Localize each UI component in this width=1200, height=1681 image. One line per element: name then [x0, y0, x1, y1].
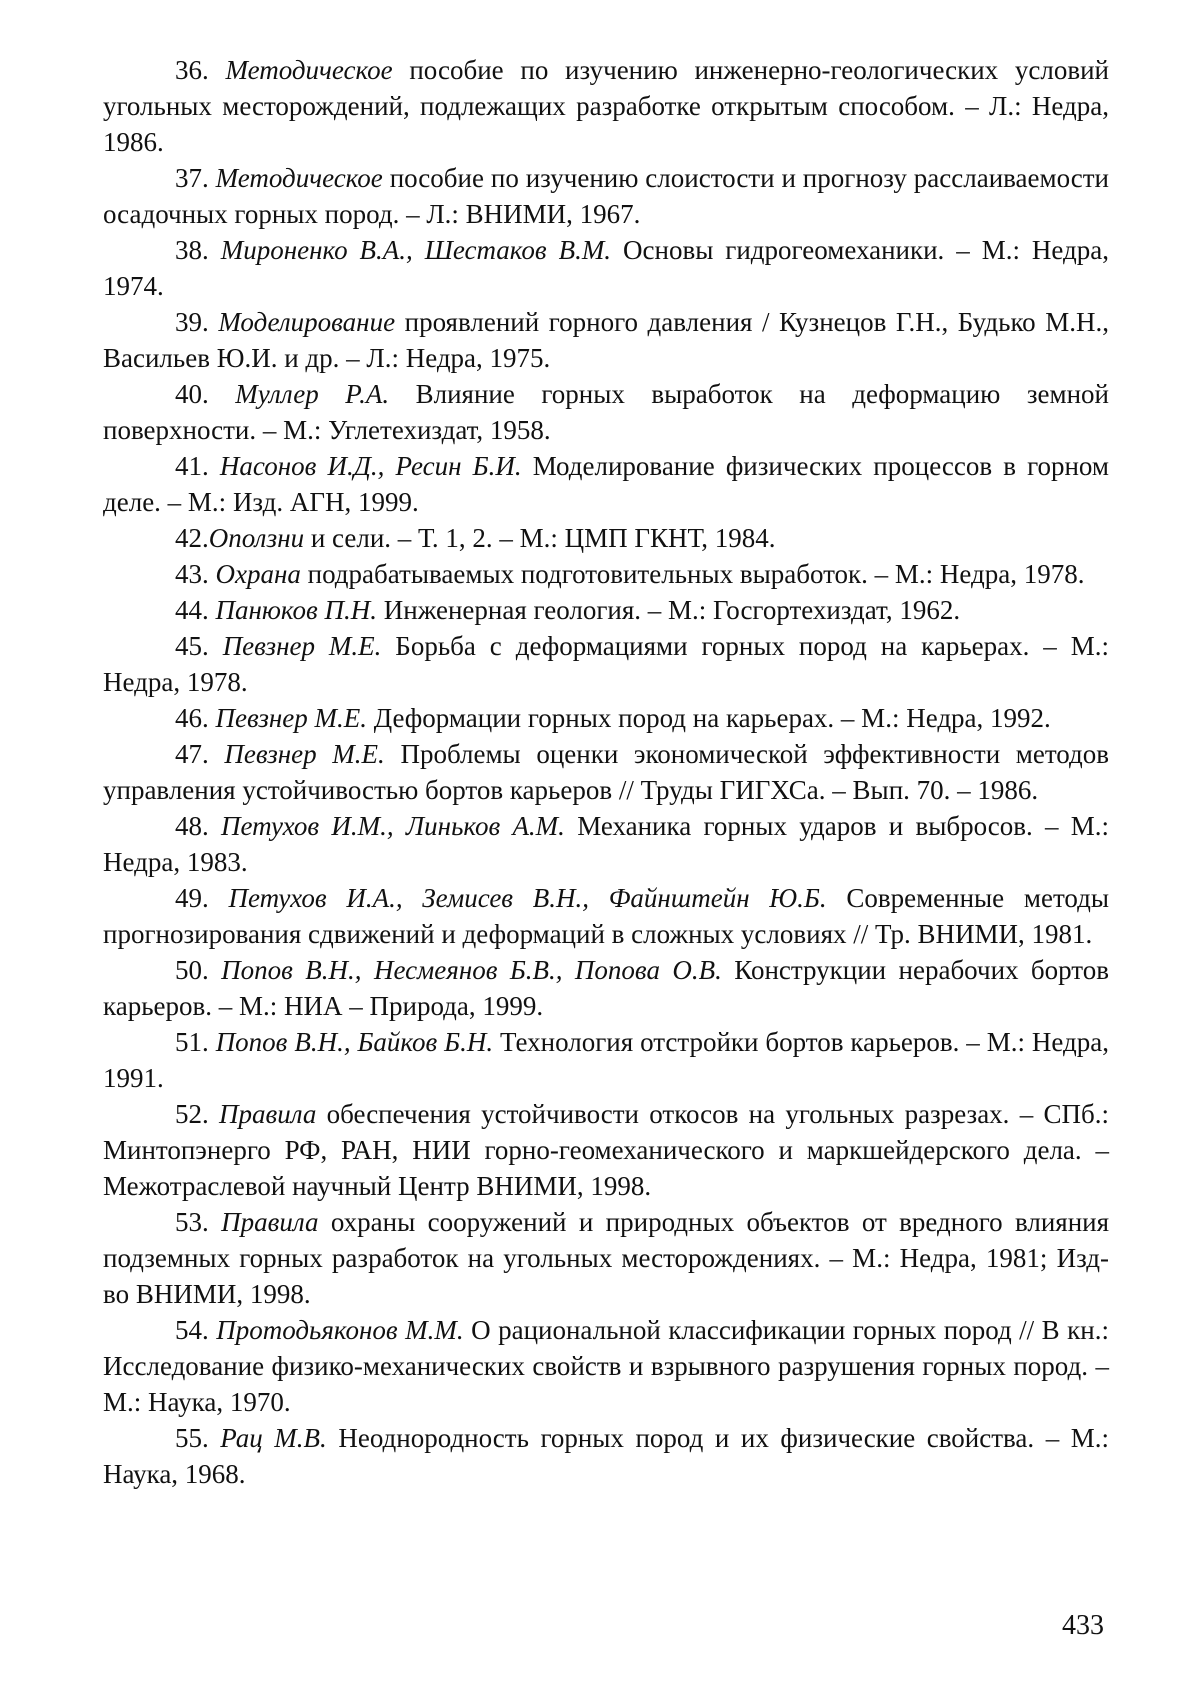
reference-number: 55.	[175, 1423, 221, 1453]
reference-text: Моделирование физических процессов в горном деле. – М.: Изд. АГН, 1999.	[103, 451, 1110, 517]
reference-author: Правила	[221, 1207, 319, 1237]
reference-number: 54.	[175, 1315, 217, 1345]
reference-item-47	[103, 736, 1109, 808]
reference-author: Петухов И.М., Линьков А.М.	[221, 811, 565, 841]
reference-text: Проблемы оценки экономической эффективности методов управления устойчивостью бортов карьеров // Труды ГИГХСа. – Вып. 70. – 1986.	[103, 739, 1110, 805]
reference-item-49	[103, 880, 1109, 952]
reference-item-36	[103, 52, 1109, 160]
reference-text: подрабатываемых подготовительных выработок. – М.: Недра, 1978.	[300, 559, 1085, 589]
reference-item-39	[103, 304, 1109, 376]
reference-author: Рац М.В.	[220, 1423, 327, 1453]
reference-author: Попов В.Н., Несмеянов Б.В., Попова О.В.	[221, 955, 722, 985]
reference-text: Технология отстройки бортов карьеров. – М.: Недра, 1991.	[103, 1027, 1110, 1093]
reference-item-38	[103, 232, 1109, 304]
reference-number: 36.	[175, 55, 226, 85]
reference-author: Певзнер М.Е.	[222, 631, 382, 661]
reference-number: 48.	[175, 811, 222, 841]
reference-text: охраны сооружений и природных объектов от вредного влияния подземных горных разработок на угольных месторождениях. – М.: Недра, 1981; Изд-во ВНИМИ, 1998.	[103, 1207, 1110, 1309]
reference-item-54	[103, 1312, 1109, 1420]
reference-author: Методическое	[225, 55, 393, 85]
reference-number: 37.	[175, 163, 216, 193]
reference-author: Оползни	[208, 523, 305, 553]
reference-number: 39.	[175, 307, 219, 337]
reference-text: Неоднородность горных пород и их физические свойства. – М.: Наука, 1968.	[103, 1423, 1110, 1489]
reference-text: Влияние горных выработок на деформацию земной поверхности. – М.: Углетехиздат, 1958.	[103, 379, 1109, 445]
reference-author: Муллер Р.А.	[235, 379, 390, 409]
reference-item-41	[103, 448, 1109, 520]
reference-text: О рациональной классификации горных пород // В кн.: Исследование физико-механических свойств и взрывного разрушения горных пород. – М.: Наука, 1970.	[103, 1315, 1110, 1417]
reference-number: 43.	[175, 559, 216, 589]
reference-number: 50.	[175, 955, 222, 985]
reference-text: Инженерная геология. – М.: Госгортехиздат, 1962.	[377, 595, 961, 625]
reference-number: 45.	[175, 631, 223, 661]
reference-author: Певзнер М.Е.	[224, 739, 385, 769]
reference-item-50	[103, 952, 1109, 1024]
reference-number: 38.	[175, 235, 221, 265]
reference-author: Методическое	[215, 163, 383, 193]
reference-text: Деформации горных пород на карьерах. – М.: Недра, 1992.	[367, 703, 1051, 733]
reference-text: и сели. – Т. 1, 2. – М.: ЦМП ГКНТ, 1984.	[304, 523, 776, 553]
reference-number: 44.	[175, 595, 216, 625]
reference-number: 41.	[175, 451, 220, 481]
reference-text: обеспечения устойчивости откосов на угольных разрезах. – СПб.: Минтопэнерго РФ, РАН, НИИ горно-геомеханического и маркшейдерского дела. – Межотраслевой научный Центр ВНИМИ, 1998.	[103, 1099, 1109, 1201]
reference-item-42	[103, 520, 1109, 556]
reference-item-51	[103, 1024, 1109, 1096]
reference-author: Правила	[219, 1099, 317, 1129]
reference-item-43	[103, 556, 1109, 592]
reference-item-40	[103, 376, 1109, 448]
reference-text: проявлений горного давления / Кузнецов Г.Н., Будько М.Н., Васильев Ю.И. и др. – Л.: Недра, 1975.	[103, 307, 1110, 373]
reference-number: 40.	[175, 379, 236, 409]
reference-number: 46.	[175, 703, 216, 733]
reference-item-44	[103, 592, 1109, 628]
reference-author: Охрана	[215, 559, 301, 589]
reference-author: Петухов И.А., Земисев В.Н., Файнштейн Ю.Б.	[228, 883, 827, 913]
reference-text: пособие по изучению слоистости и прогнозу расслаиваемости осадочных горных пород. – Л.: ВНИМИ, 1967.	[103, 163, 1109, 229]
reference-item-48	[103, 808, 1109, 880]
reference-text: Конструкции нерабочих бортов карьеров. – М.: НИА – Природа, 1999.	[103, 955, 1109, 1021]
reference-item-52	[103, 1096, 1109, 1204]
reference-author: Панюков П.Н.	[215, 595, 377, 625]
page-number: 433	[1062, 1610, 1104, 1641]
reference-number: 52.	[175, 1099, 220, 1129]
reference-item-37	[103, 160, 1109, 232]
reference-text: Современные методы прогнозирования сдвижений и деформаций в сложных условиях // Тр. ВНИМИ, 1981.	[103, 883, 1110, 949]
reference-number: 53.	[175, 1207, 222, 1237]
reference-number: 49.	[175, 883, 229, 913]
reference-number: 51.	[175, 1027, 216, 1057]
reference-author: Протодьяконов М.М.	[216, 1315, 464, 1345]
reference-text: пособие по изучению инженерно-геологических условий угольных месторождений, подлежащих разработке открытым способом. – Л.: Недра, 1986.	[103, 55, 1110, 157]
reference-item-55	[103, 1420, 1109, 1492]
reference-list	[103, 52, 1109, 1492]
reference-author: Попов В.Н., Байков Б.Н.	[215, 1027, 494, 1057]
reference-text: Основы гидрогеомеханики. – М.: Недра, 1974.	[103, 235, 1109, 301]
reference-text: Механика горных ударов и выбросов. – М.: Недра, 1983.	[103, 811, 1110, 877]
reference-text: Борьба с деформациями горных пород на карьерах. – М.: Недра, 1978.	[103, 631, 1110, 697]
reference-author: Певзнер М.Е.	[215, 703, 367, 733]
reference-item-45	[103, 628, 1109, 700]
reference-author: Насонов И.Д., Ресин Б.И.	[219, 451, 522, 481]
reference-author: Моделирование	[218, 307, 396, 337]
reference-number: 47.	[175, 739, 225, 769]
reference-item-53	[103, 1204, 1109, 1312]
reference-author: Мироненко В.А., Шестаков В.М.	[220, 235, 612, 265]
reference-item-46	[103, 700, 1109, 736]
reference-number: 42.	[175, 523, 209, 553]
